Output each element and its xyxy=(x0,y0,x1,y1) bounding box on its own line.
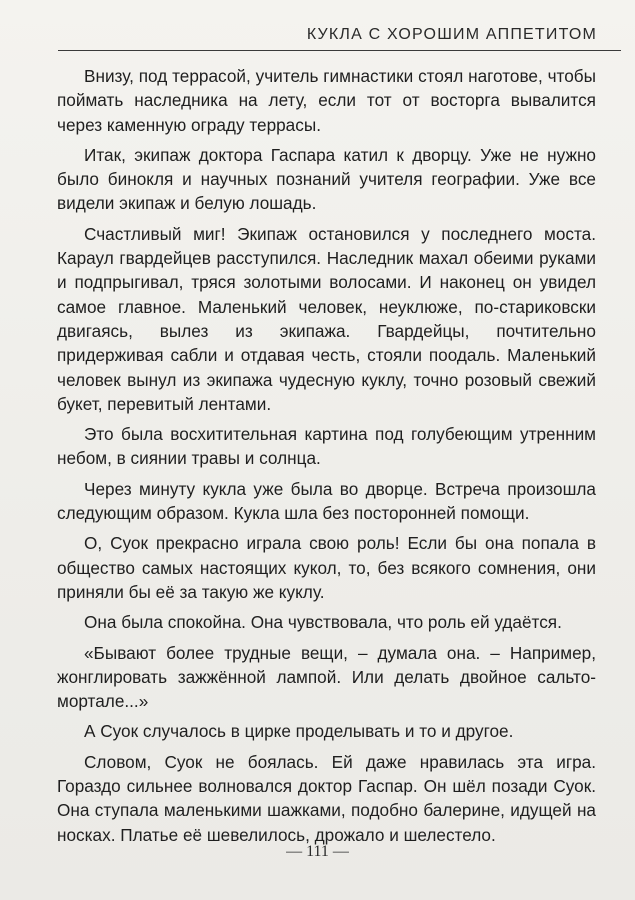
paragraph: Словом, Суок не боялась. Ей даже нравилась эта игра. Гораздо сильнее волновался доктор Гаспар. Он шёл позади Суок. Она ступала маленькими шажками, подобно балерине, идущей на носках. Платье её шевелилось, дрожало и шелестело. xyxy=(57,751,596,845)
running-header: КУКЛА С ХОРОШИМ АППЕТИТОМ xyxy=(306,26,597,43)
paragraph: Это была восхитительная картина под голубеющим утренним небом, в сиянии травы и солнца. xyxy=(57,424,596,469)
paragraph: А Суок случалось в цирке проделывать и то и другое. xyxy=(84,721,514,742)
header-rule xyxy=(58,50,621,51)
text-body xyxy=(57,64,596,853)
paragraph: «Бывают более трудные вещи, – думала она. – Например, жонглировать зажжённой лампой. Или делать двойное сальто-мортале...» xyxy=(57,642,596,712)
paragraph: О, Суок прекрасно играла свою роль! Если бы она попала в общество самых настоящих кукол, то, без всякого сомнения, они приняли бы её за такую же куклу. xyxy=(57,533,596,602)
paragraph: Итак, экипаж доктора Гаспара катил к дворцу. Уже не нужно было бинокля и научных познаний учителя географии. Уже все видели экипаж и белую лошадь. xyxy=(57,144,596,214)
paragraph: Внизу, под террасой, учитель гимнастики стоял наготове, чтобы поймать наследника на лету, если тот от восторга вывалится через каменную ограду террасы. xyxy=(57,66,596,135)
paragraph: Через минуту кукла уже была во дворце. Встреча произошла следующим образом. Кукла шла без посторонней помощи. xyxy=(57,478,596,524)
paragraph: Счастливый миг! Экипаж остановился у последнего моста. Караул гвардейцев расступился. Наследник махал обеими руками и подпрыгивал, тряся золотыми волосами. И наконец он увидел самое главное. Маленький человек, неуклюже, по-стариковски двигаясь, вылез из экипажа. Гвардейцы, почтительно придерживая сабли и отдавая честь, стояли поодаль. Маленький человек вынул из экипажа чудесную куклу, точно розовый свежий букет, перевитый лентами. xyxy=(57,223,596,414)
paragraph: Она была спокойна. Она чувствовала, что роль ей удаётся. xyxy=(84,612,562,633)
page-number: — 111 — xyxy=(286,843,349,860)
